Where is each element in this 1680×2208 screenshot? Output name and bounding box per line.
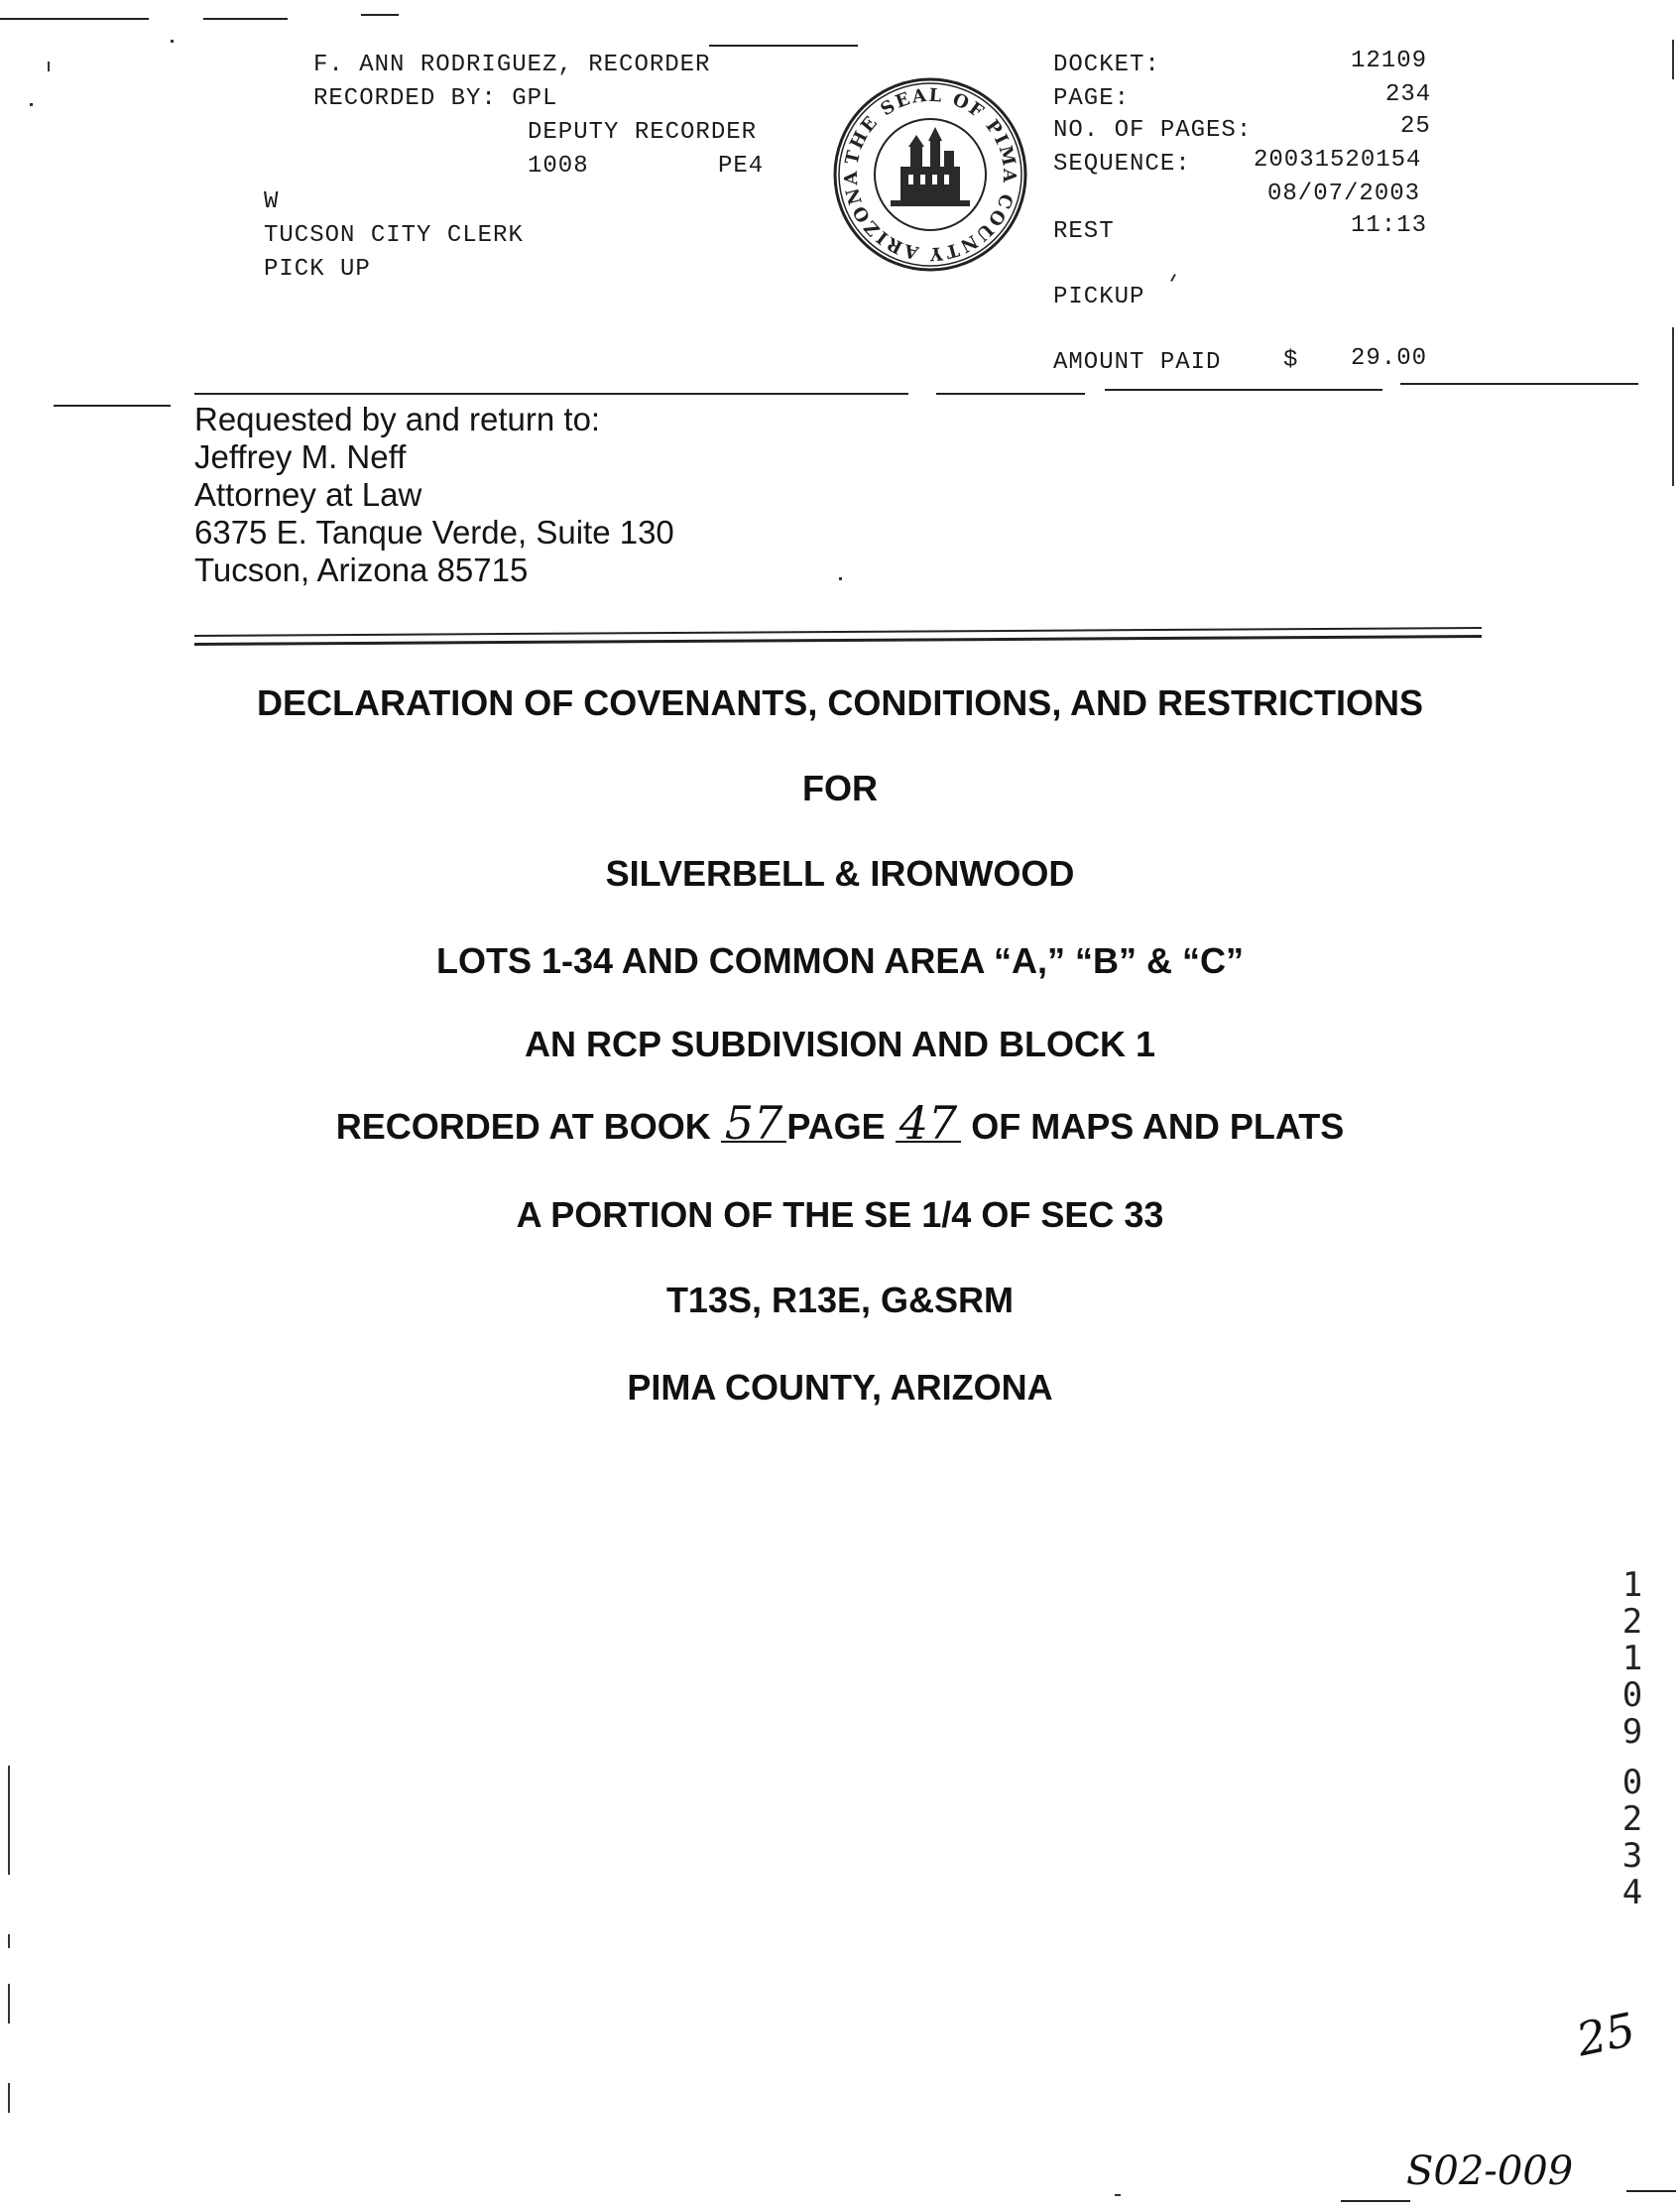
- street-address: 6375 E. Tanque Verde, Suite 130: [194, 514, 674, 551]
- separator-rule: [54, 405, 171, 407]
- rest-label: REST: [1053, 218, 1115, 245]
- separator-rule: [1105, 389, 1382, 391]
- rcp-subdivision: AN RCP SUBDIVISION AND BLOCK 1: [524, 1024, 1156, 1064]
- scan-line: [361, 14, 399, 16]
- separator-rule: [1400, 383, 1638, 385]
- stamp-digit: 1: [1621, 1565, 1643, 1605]
- pick-up-note: PICK UP: [264, 256, 371, 283]
- scan-speck: [30, 103, 33, 106]
- stamp-digit: 0: [1621, 1675, 1643, 1715]
- scan-speck: [839, 577, 842, 580]
- recorded-by: RECORDED BY: GPL: [313, 85, 558, 112]
- scan-line: [1626, 2190, 1676, 2192]
- scan-speck: [1115, 2194, 1121, 2196]
- page-label: PAGE:: [1053, 85, 1131, 112]
- docket-label: DOCKET:: [1053, 52, 1160, 78]
- attorney-name: Jeffrey M. Neff: [194, 438, 407, 475]
- amount-paid-label: AMOUNT PAID: [1053, 349, 1222, 376]
- recorded-at-book-line: [0, 1096, 1680, 1150]
- stamp-digit: 2: [1621, 1602, 1643, 1642]
- stamp-digit: 3: [1621, 1836, 1643, 1876]
- margin-docket-stamp: [1615, 1567, 1650, 1911]
- attorney-title: Attorney at Law: [194, 476, 422, 513]
- stamp-digit: 1: [1621, 1639, 1643, 1678]
- pima-county-seal: [831, 75, 1029, 274]
- sequence-label: SEQUENCE:: [1053, 151, 1191, 178]
- scan-speck: [1672, 40, 1674, 79]
- amount-currency: $: [1283, 347, 1299, 374]
- deputy-recorder: DEPUTY RECORDER: [528, 119, 758, 146]
- stamp-digit: 0: [1621, 1763, 1643, 1802]
- maps-and-plats: OF MAPS AND PLATS: [971, 1106, 1345, 1147]
- title-for: FOR: [802, 768, 878, 808]
- stamp-digit: 2: [1621, 1799, 1643, 1839]
- township-range: T13S, R13E, G&SRM: [665, 1280, 1015, 1320]
- separator-rule: [936, 393, 1085, 395]
- docket-value: 12109: [1351, 48, 1428, 74]
- pickup-label: PICKUP: [1053, 284, 1145, 310]
- scan-speck: [8, 1766, 10, 1875]
- scan-line: [203, 18, 288, 20]
- amount-paid-value: 29.00: [1351, 345, 1428, 372]
- scan-line: [1341, 2200, 1410, 2202]
- city-state-zip: Tucson, Arizona 85715: [194, 552, 529, 588]
- handwritten-file-number: S02-009: [1406, 2148, 1574, 2194]
- return-to-address: [194, 401, 674, 589]
- page-number-handwritten: 47: [896, 1105, 962, 1143]
- tucson-city-clerk: TUCSON CITY CLERK: [264, 222, 524, 249]
- scan-speck: [1672, 327, 1674, 486]
- seal-ring-text: THE SEAL OF PIMA COUNTY ARIZONA: [840, 84, 1020, 265]
- recorder-code: 1008: [528, 153, 589, 180]
- separator-rule: [194, 393, 908, 395]
- no-of-pages-label: NO. OF PAGES:: [1053, 117, 1253, 144]
- section-portion: A PORTION OF THE SE 1/4 OF SEC 33: [516, 1194, 1164, 1235]
- recording-time: 11:13: [1351, 212, 1428, 239]
- return-to-line: Requested by and return to:: [194, 401, 601, 437]
- scan-line: [0, 18, 149, 20]
- sequence-value: 20031520154: [1254, 147, 1422, 174]
- double-rule-bottom: [194, 635, 1482, 646]
- book-number-handwritten: 57: [721, 1105, 787, 1143]
- scan-speck: [48, 61, 50, 71]
- scan-speck: [171, 40, 174, 43]
- recording-date: 08/07/2003: [1267, 181, 1421, 207]
- scan-speck: [1170, 274, 1176, 282]
- scan-speck: [8, 1984, 10, 2024]
- recorder-code-2: PE4: [718, 153, 765, 180]
- handwritten-page-count: 25: [1572, 2002, 1640, 2067]
- stamp-digit: 9: [1621, 1712, 1643, 1752]
- scan-line: [709, 45, 858, 47]
- scan-speck: [8, 2083, 10, 2113]
- stamp-digit: 4: [1621, 1873, 1643, 1912]
- declaration-title: DECLARATION OF COVENANTS, CONDITIONS, AND RESTRICTIONS: [256, 682, 1423, 723]
- page-label-title: PAGE: [786, 1106, 886, 1147]
- subdivision-name: SILVERBELL & IRONWOOD: [605, 853, 1075, 894]
- no-of-pages-value: 25: [1400, 113, 1431, 140]
- recorded-at-book-label: RECORDED AT BOOK: [335, 1106, 711, 1147]
- recorder-w-mark: W: [264, 188, 280, 215]
- page-value: 234: [1385, 81, 1432, 108]
- lots-and-common-areas: LOTS 1-34 AND COMMON AREA “A,” “B” & “C”: [435, 940, 1245, 981]
- recorder-name: F. ANN RODRIGUEZ, RECORDER: [313, 52, 711, 78]
- scan-speck: [8, 1934, 10, 1948]
- county-state: PIMA COUNTY, ARIZONA: [627, 1367, 1053, 1408]
